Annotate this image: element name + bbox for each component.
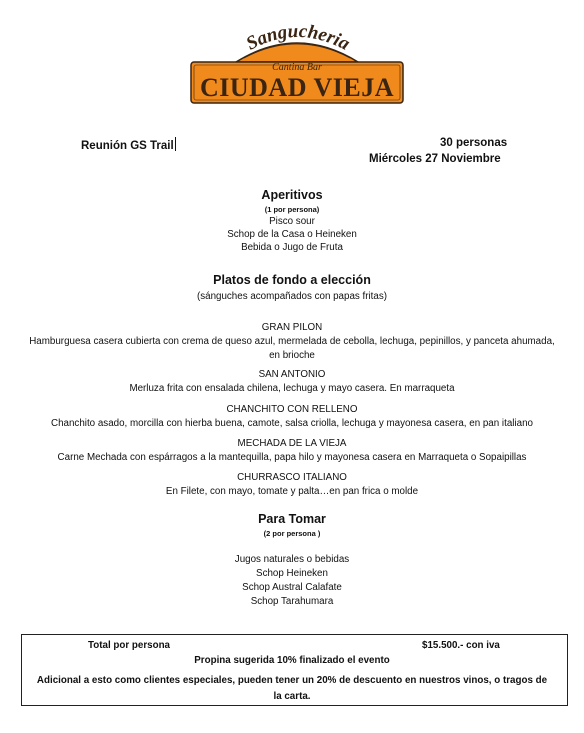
tomar-title: Para Tomar: [258, 512, 326, 526]
dish-name-san-antonio: SAN ANTONIO: [258, 369, 326, 380]
dish-name-churrasco: CHURRASCO ITALIANO: [237, 472, 347, 483]
drink-item: Schop Heineken: [256, 568, 328, 579]
aperitivo-item: Pisco sour: [269, 216, 315, 227]
dish-name-chanchito: CHANCHITO CON RELLENO: [226, 404, 358, 415]
logo-text-cantina: Cantina Bar: [272, 62, 322, 73]
aperitivos-note: (1 por persona): [264, 205, 320, 214]
dish-desc-mechada: Carne Mechada con espárragos a la mantequilla, papa hilo y mayonesa casera en Marraqueta o Sopaipillas: [57, 452, 527, 463]
platos-note: (sánguches acompañados con papas fritas): [196, 291, 388, 302]
dish-name-mechada: MECHADA DE LA VIEJA: [237, 438, 347, 449]
logo-sangucheria-path: Sangucheria: [242, 20, 354, 55]
total-label: Total por persona: [88, 640, 171, 651]
platos-title: Platos de fondo a elección: [213, 273, 371, 287]
dish-desc-gran-pilon: Hamburguesa casera cubierta con crema de queso azul, mermelada de cebolla, lechuga, pepinillos, y panceta ahumada,: [29, 336, 555, 347]
aperitivos-title: Aperitivos: [261, 188, 323, 202]
text-cursor: [175, 137, 176, 151]
discount-note: Adicional a esto como clientes especiales, pueden tener un 20% de descuento en nuestros vinos, o tragos de: [36, 675, 548, 686]
tomar-note: (2 por persona ): [263, 529, 321, 538]
aperitivo-item: Schop de la Casa o Heineken: [227, 229, 357, 240]
dish-desc-churrasco: En Filete, con mayo, tomate y palta…en pan frica o molde: [165, 486, 419, 497]
total-value: $15.500.- con iva: [422, 640, 500, 651]
tip-note: Propina sugerida 10% finalizado el evento: [194, 655, 390, 666]
dish-name-gran-pilon: GRAN PILON: [261, 322, 323, 333]
dish-desc-gran-pilon-cont: en brioche: [269, 350, 315, 361]
discount-note-cont: la carta.: [273, 691, 311, 702]
logo-text-ciudad-vieja: Ciudad Vieja: [199, 73, 395, 102]
event-date: Miércoles 27 Noviembre: [369, 153, 501, 165]
dish-desc-chanchito: Chanchito asado, morcilla con hierba buena, camote, salsa criolla, lechuga y mayonesa casera, en pan italiano: [51, 418, 533, 429]
drink-item: Schop Tarahumara: [250, 596, 334, 607]
dish-desc-san-antonio: Merluza frita con ensalada chilena, lechuga y mayo casera. En marraqueta: [129, 383, 455, 394]
people-count: 30 personas: [440, 137, 508, 149]
event-name-text: Reunión GS Trail: [81, 140, 174, 152]
event-name: [81, 137, 176, 152]
drink-item: Schop Austral Calafate: [242, 582, 342, 593]
drink-item: Jugos naturales o bebidas: [234, 554, 350, 565]
restaurant-logo: [188, 18, 406, 106]
aperitivo-item: Bebida o Jugo de Fruta: [241, 242, 343, 253]
